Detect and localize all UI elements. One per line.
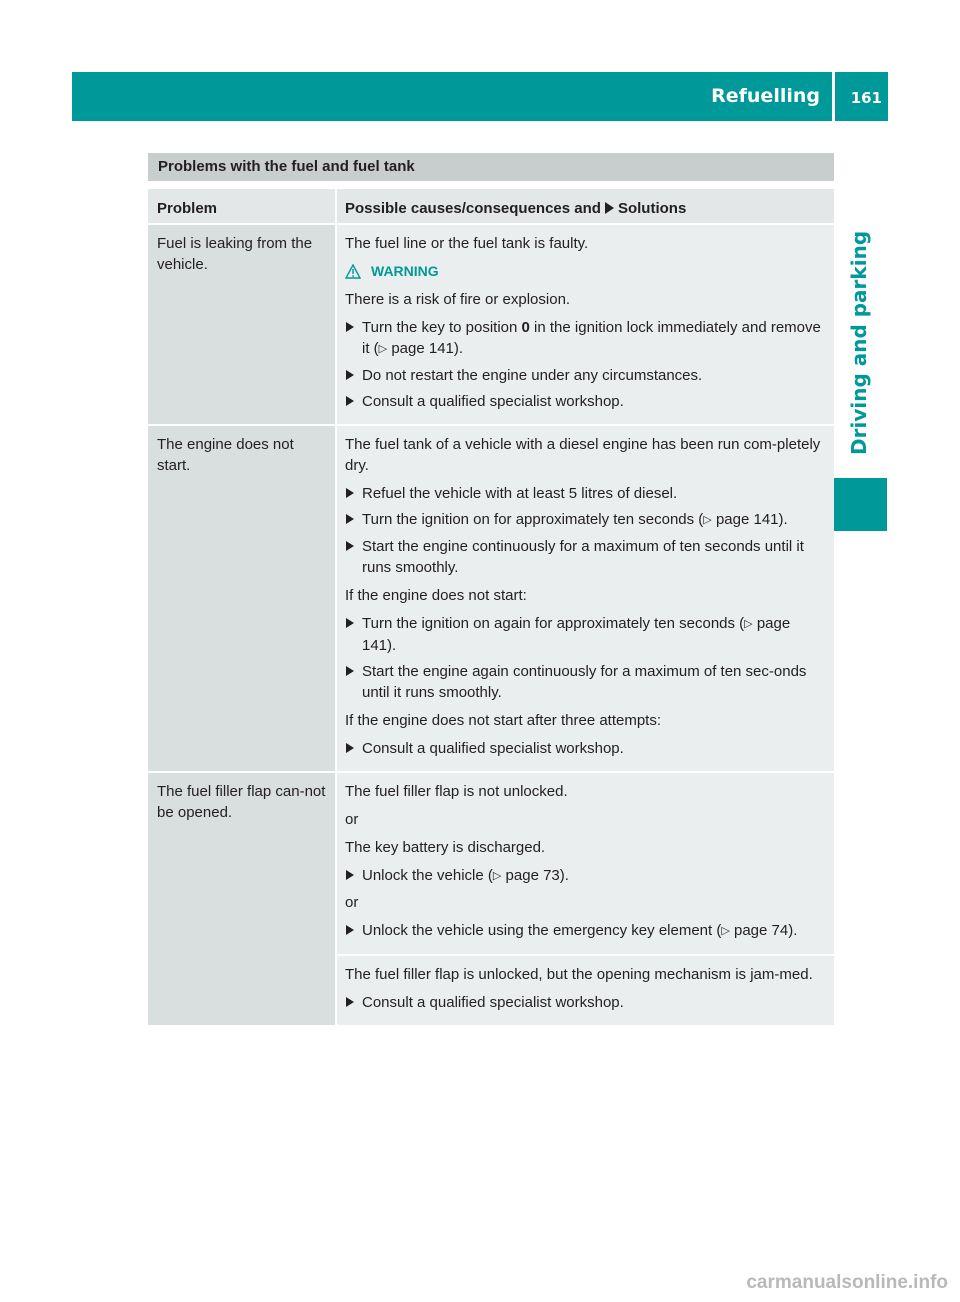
page-reference[interactable]: page 74).: [734, 922, 798, 939]
page-number: 161: [850, 89, 882, 107]
solution-step: Consult a qualified specialist workshop.: [345, 391, 828, 412]
page-ref-triangle-icon: ▷: [703, 514, 712, 526]
solution-cell: [337, 956, 834, 1025]
step-text: Unlock the vehicle (: [362, 867, 493, 884]
page-reference[interactable]: page 141).: [362, 615, 791, 654]
column-header-problem: Problem: [148, 189, 335, 223]
cause-text: The key battery is discharged.: [345, 839, 546, 856]
step-text: Turn the ignition on again for approximately ten seconds (: [362, 615, 745, 632]
section-title: Refuelling: [711, 85, 820, 107]
table-row: [148, 426, 834, 771]
footer-watermark: carmanualsonline.info: [746, 1272, 948, 1293]
warning-text: There is a risk of fire or explosion.: [345, 291, 571, 308]
solution-step: Consult a qualified specialist workshop.: [345, 738, 828, 759]
cause-text: The fuel line or the fuel tank is faulty.: [345, 235, 589, 252]
page-ref-triangle-icon: ▷: [721, 925, 730, 937]
page-ref-triangle-icon: ▷: [492, 870, 502, 882]
warning-label: WARNING: [371, 263, 439, 279]
solution-step: Do not restart the engine under any circumstances.: [345, 365, 828, 386]
table-header-row: [148, 189, 834, 223]
step-text: Turn the key to position: [362, 319, 522, 336]
or-text: or: [345, 894, 359, 911]
table-row: [148, 225, 834, 424]
page-ref-triangle-icon: ▷: [744, 618, 753, 630]
solution-step: Refuel the vehicle with at least 5 litres of diesel.: [345, 483, 828, 504]
problems-table: [148, 189, 834, 1027]
solution-step: [345, 920, 828, 942]
step-text: Unlock the vehicle using the emergency key element (: [362, 922, 722, 939]
solution-step: [345, 317, 828, 360]
solution-cell: [337, 426, 834, 771]
step-text: Turn the ignition on for approximately ten seconds (: [362, 511, 704, 528]
cause-text: The fuel filler flap is unlocked, but the opening mechanism is jam-med.: [345, 966, 813, 983]
cause-text: The fuel filler flap is not unlocked.: [345, 783, 568, 800]
condition-text: If the engine does not start:: [345, 587, 527, 604]
warning-block: [345, 261, 828, 282]
solution-step: Start the engine continuously for a maximum of ten seconds until it runs smoothly.: [345, 536, 828, 578]
step-text: in the ignition lock immediately and remove it (: [362, 319, 821, 357]
header-bar: [72, 72, 888, 121]
step-arrow-icon: [605, 202, 614, 214]
solution-cell: [337, 773, 834, 954]
warning-triangle-icon: [345, 264, 361, 279]
side-tab-marker: [834, 478, 887, 531]
solution-stack: [337, 773, 834, 1025]
page-reference[interactable]: page 141).: [391, 340, 464, 357]
section-heading: Problems with the fuel and fuel tank: [148, 153, 834, 181]
key-position: 0: [521, 319, 530, 336]
cause-text: The fuel tank of a vehicle with a diesel engine has been run com-pletely dry.: [345, 436, 821, 474]
column-header-solutions-pre: Possible causes/consequences and: [345, 200, 601, 217]
solution-step: [345, 613, 828, 656]
condition-text: If the engine does not start after three attempts:: [345, 712, 662, 729]
table-row: [148, 773, 834, 1025]
column-header-solutions: [337, 189, 834, 223]
side-tab-label: Driving and parking: [847, 230, 871, 455]
problem-cell: The engine does not start.: [148, 426, 335, 771]
problem-cell: Fuel is leaking from the vehicle.: [148, 225, 335, 424]
page-reference[interactable]: page 141).: [715, 511, 788, 528]
page-reference[interactable]: page 73).: [505, 867, 569, 884]
column-header-solutions-post: Solutions: [617, 200, 687, 217]
solution-cell: [337, 225, 834, 424]
problem-cell: The fuel filler flap can-not be opened.: [148, 773, 335, 1025]
solution-step: Consult a qualified specialist workshop.: [345, 992, 828, 1013]
solution-step: Start the engine again continuously for a maximum of ten sec-onds until it runs smoothly.: [345, 661, 828, 703]
or-text: or: [345, 811, 359, 828]
solution-step: [345, 509, 828, 531]
page-ref-triangle-icon: ▷: [378, 343, 388, 355]
solution-step: [345, 865, 828, 887]
header-divider: [832, 72, 835, 121]
